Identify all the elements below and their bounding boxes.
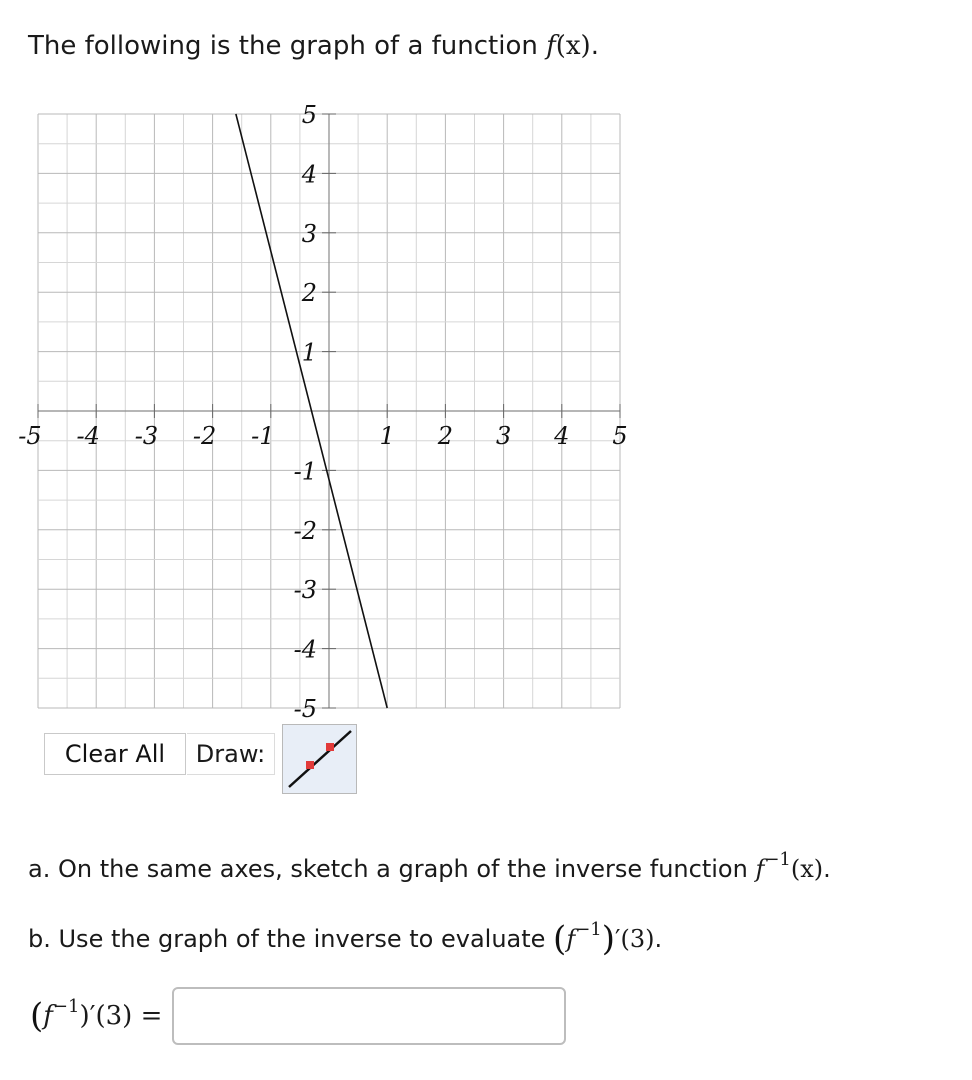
question-a-func: f bbox=[755, 855, 765, 883]
line-tool-button[interactable] bbox=[282, 724, 357, 794]
question-a-period: . bbox=[823, 855, 831, 883]
x-tick-label: -2 bbox=[192, 422, 217, 450]
question-a-sup: −1 bbox=[764, 849, 791, 870]
question-a-text: a. On the same axes, sketch a graph of the inverse function bbox=[28, 855, 748, 883]
line-tool-point-start bbox=[306, 761, 314, 769]
y-tick-label: -1 bbox=[293, 457, 317, 486]
y-tick-label: -3 bbox=[293, 576, 317, 605]
question-b-rest: ′(3) bbox=[615, 925, 655, 953]
y-tick-label: -4 bbox=[293, 635, 317, 664]
question-a-arg: (x) bbox=[790, 855, 824, 883]
answer-label bbox=[30, 996, 162, 1036]
draw-label: Draw: bbox=[187, 733, 275, 775]
question-b-rparen: ) bbox=[601, 919, 616, 959]
y-tick-label: 1 bbox=[301, 338, 317, 367]
y-tick-label: 4 bbox=[301, 160, 317, 189]
y-tick-label: 2 bbox=[301, 279, 317, 308]
question-b bbox=[28, 910, 662, 959]
x-tick-label: -3 bbox=[134, 422, 159, 450]
answer-label-lparen: ( bbox=[30, 996, 44, 1036]
x-tick-label: -1 bbox=[251, 422, 275, 450]
intro-sentence: The following is the graph of a function bbox=[28, 31, 538, 61]
question-b-text: b. Use the graph of the inverse to evaluate bbox=[28, 925, 546, 953]
answer-row bbox=[30, 986, 566, 1046]
x-tick-label: 5 bbox=[612, 422, 628, 450]
question-b-period: . bbox=[654, 925, 663, 953]
x-tick-label: -5 bbox=[18, 422, 42, 450]
answer-label-sup: −1 bbox=[52, 996, 80, 1017]
x-tick-label: 1 bbox=[379, 422, 395, 450]
question-b-func: f bbox=[566, 925, 576, 953]
answer-label-rest: )′(3) = bbox=[79, 1001, 163, 1031]
question-a bbox=[28, 840, 831, 889]
intro-function-arg: (x) bbox=[555, 31, 591, 61]
intro-text bbox=[28, 26, 599, 66]
answer-label-func: f bbox=[43, 1001, 53, 1031]
graph-background bbox=[0, 100, 660, 720]
y-tick-label: -5 bbox=[293, 695, 317, 720]
y-tick-label: -2 bbox=[293, 516, 317, 545]
x-tick-label: 2 bbox=[437, 422, 454, 450]
line-tool-point-end bbox=[326, 743, 334, 751]
function-graph[interactable] bbox=[0, 100, 660, 720]
intro-function-name: f bbox=[546, 31, 556, 61]
line-tool-icon bbox=[283, 725, 356, 793]
y-tick-label: 5 bbox=[301, 101, 317, 129]
x-tick-label: -4 bbox=[76, 422, 100, 450]
intro-period: . bbox=[590, 31, 599, 61]
clear-all-button[interactable]: Clear All bbox=[44, 733, 186, 775]
question-b-sup: −1 bbox=[575, 919, 602, 940]
answer-input[interactable] bbox=[172, 987, 566, 1045]
x-tick-label: 3 bbox=[495, 422, 512, 450]
x-tick-label: 4 bbox=[554, 422, 570, 450]
y-tick-label: 3 bbox=[301, 219, 317, 248]
question-b-lparen: ( bbox=[553, 919, 567, 959]
